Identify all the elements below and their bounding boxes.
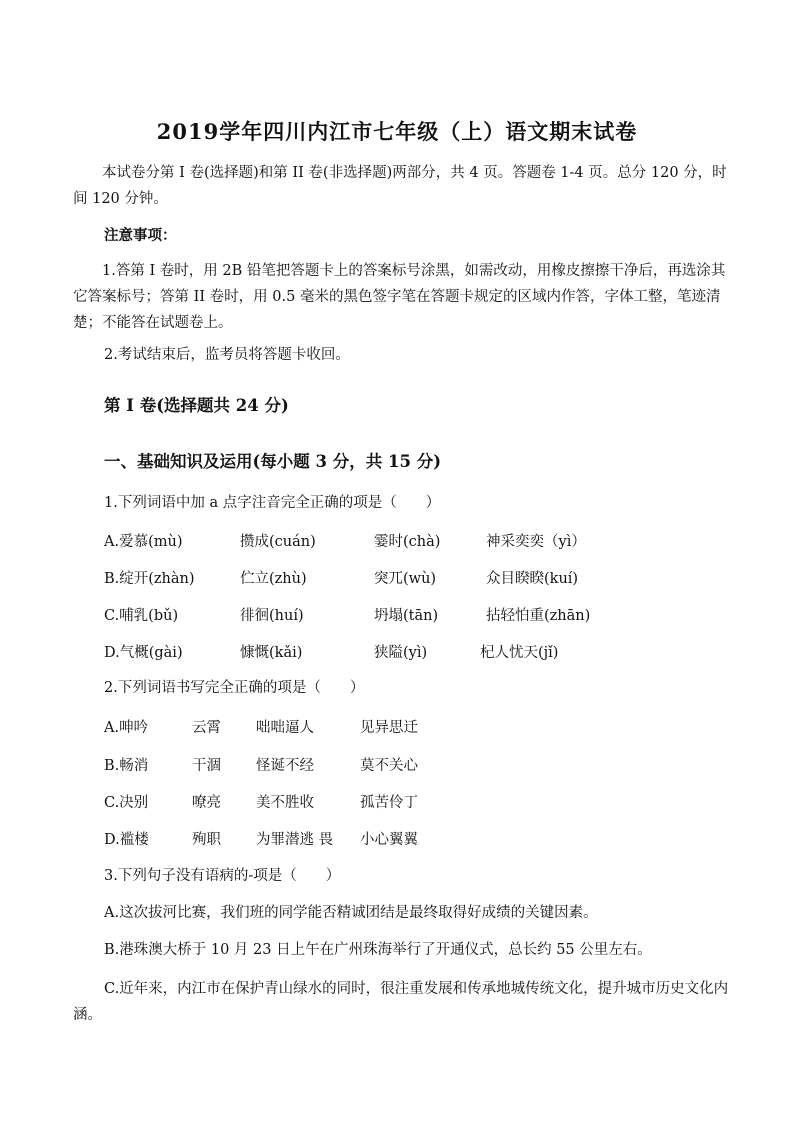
question-3-option-a: A.这次拔河比赛，我们班的同学能否精诚团结是最终取得好成绩的关键因素。: [104, 905, 598, 921]
question-3-option-c: C.近年来，内江市在保护青山绿水的同时，很注重发展和传承地城传统文化，提升城市历史文化内涵。: [73, 981, 729, 1023]
option-term: C.哺乳(bǔ): [104, 608, 179, 624]
option-term: B.绽开(zhàn): [104, 571, 195, 587]
option-term: 咄咄逼人: [256, 720, 314, 736]
question-2-stem: 2.下列词语书写完全正确的项是（ ）: [104, 680, 365, 696]
option-term: 嘹亮: [192, 795, 221, 811]
option-term: 孤苦伶丁: [360, 795, 418, 811]
option-term: D.褴楼: [104, 832, 149, 848]
option-term: 霎时(chà): [374, 534, 441, 550]
option-term: 为罪潜逃 畏: [256, 832, 334, 848]
option-term: 美不胜收: [256, 795, 314, 811]
option-term: 神采奕奕（yì）: [486, 534, 586, 550]
notice-item-2: 2.考试结束后，监考员将答题卡收回。: [104, 347, 350, 363]
intro-paragraph: 本试卷分第 I 卷(选择题)和第 II 卷(非选择题)两部分，共 4 页。答题卷 1-4 页。总分 120 分，时间 120 分钟。: [73, 165, 727, 207]
option-term: 攒成(cuán): [240, 534, 316, 550]
option-term: 莫不关心: [360, 758, 418, 774]
option-term: 小心翼翼: [360, 832, 418, 848]
notice-item-1: 1.答第 I 卷时，用 2B 铅笔把答题卡上的答案标号涂黑，如需改动，用橡皮擦擦干净后，再选涂其它答案标号；答第 II 卷时，用 0.5 毫米的黑色签字笔在答题卡规定的区域内作答，字体工整，笔迹清楚；不能答在试题卷上。: [73, 263, 726, 331]
option-term: 伫立(zhù): [240, 571, 307, 587]
option-term: 怪诞不经: [256, 758, 314, 774]
option-term: D.气概(gài): [104, 645, 183, 661]
notice-heading: 注意事项：: [104, 227, 177, 244]
option-term: 突兀(wù): [374, 571, 437, 587]
option-term: C.决别: [104, 795, 149, 811]
option-term: 干涸: [192, 758, 221, 774]
option-term: 慷慨(kǎi): [240, 645, 303, 661]
section-heading: 一、基础知识及运用(每小题 3 分，共 15 分): [104, 452, 442, 471]
option-term: 徘徊(huí): [240, 608, 304, 624]
question-3-option-b: B.港珠澳大桥于 10 月 23 日上午在广州珠海举行了开通仪式，总长约 55 公里左右。: [104, 942, 652, 958]
option-term: 杞人忧天(jǐ): [480, 645, 559, 661]
question-3-stem: 3.下列句子没有语病的-项是（ ）: [104, 868, 341, 884]
option-term: 云霄: [192, 720, 221, 736]
option-term: A.呻吟: [104, 720, 149, 736]
option-term: B.畅消: [104, 758, 149, 774]
option-term: A.爱慕(mù): [104, 534, 183, 550]
option-term: 众目睽睽(kuí): [486, 571, 579, 587]
option-term: 坍塌(tān): [374, 608, 439, 624]
volume-heading: 第 I 卷(选择题共 24 分): [104, 396, 289, 415]
page-title: 2019学年四川内江市七年级（上）语文期末试卷: [156, 119, 638, 144]
option-term: 拈轻怕重(zhān): [486, 608, 591, 624]
option-term: 见异思迁: [360, 720, 418, 736]
option-term: 殉职: [192, 832, 221, 848]
question-1-stem: 1.下列词语中加 a 点字注音完全正确的项是（ ）: [104, 495, 441, 511]
option-term: 狭隘(yì): [374, 645, 428, 661]
